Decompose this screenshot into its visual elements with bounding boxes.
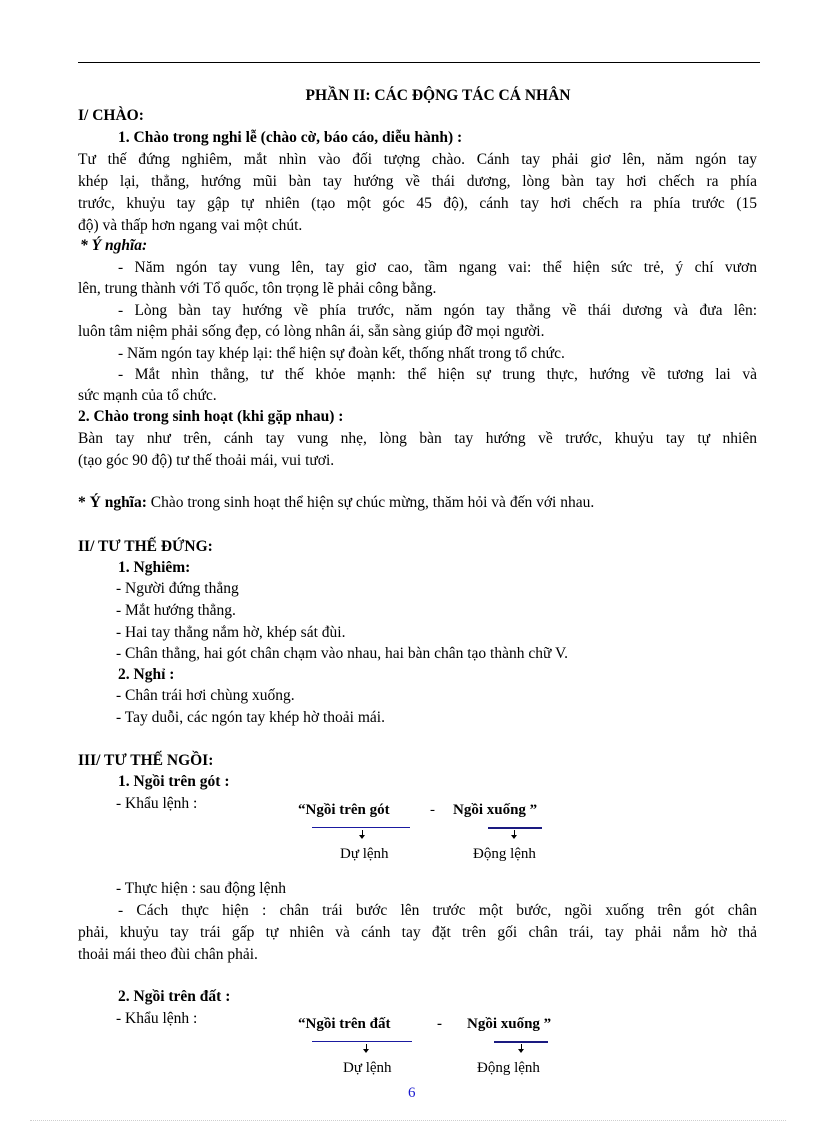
preparatory-caption: Dự lệnh: [340, 846, 389, 862]
page-title: PHẦN II: CÁC ĐỘNG TÁC CÁ NHÂN: [305, 87, 571, 104]
subheading-2-1: 1. Nghiêm:: [118, 559, 191, 576]
paragraph-line: thoải mái theo đùi chân phải.: [78, 946, 258, 963]
execution-caption: Động lệnh: [477, 1060, 540, 1076]
execution-note: - Thực hiện : sau động lệnh: [116, 880, 286, 897]
section-1-heading: I/ CHÀO:: [78, 107, 144, 124]
subheading-3-2: 2. Ngồi trên đất :: [118, 988, 231, 1005]
execution-underline: [488, 827, 542, 829]
paragraph-line: Bàn tay như trên, cánh tay vung nhẹ, lòng bàn tay hướng về trước, khuỷu tay tự nhiên: [78, 430, 757, 447]
paragraph-line: Tư thế đứng nghiêm, mắt nhìn vào đối tượng chào. Cánh tay phải giơ lên, năm ngón tay: [78, 151, 757, 168]
command-preparatory: “Ngồi trên gót: [298, 802, 390, 818]
command-label: - Khẩu lệnh :: [116, 795, 198, 812]
page-bottom-edge: [30, 1120, 786, 1121]
subheading-2-2: 2. Nghỉ :: [118, 666, 175, 683]
meaning-line: - Năm ngón tay khép lại: thể hiện sự đoàn kết, thống nhất trong tổ chức.: [118, 345, 565, 362]
meaning-2-label: * Ý nghĩa:: [78, 494, 147, 511]
meaning-2-line: [78, 493, 594, 512]
list-item: - Tay duỗi, các ngón tay khép hờ thoải mái.: [116, 709, 385, 726]
list-item: - Người đứng thẳng: [116, 580, 239, 597]
preparatory-caption: Dự lệnh: [343, 1060, 392, 1076]
meaning-line: luôn tâm niệm phải sống đẹp, có lòng nhân ái, sẵn sàng giúp đỡ mọi người.: [78, 323, 545, 340]
meaning-line: - Mắt nhìn thẳng, tư thế khỏe mạnh: thể hiện sự trung thực, hướng về tương lai và: [118, 366, 757, 383]
command-execution: Ngồi xuống ”: [453, 802, 538, 818]
paragraph-line: độ) và thấp hơn ngang vai một chút.: [78, 217, 303, 234]
header-rule: [78, 62, 760, 63]
section-3-heading: III/ TƯ THẾ NGỒI:: [78, 752, 214, 769]
command-preparatory: “Ngồi trên đất: [298, 1016, 391, 1032]
paragraph-line: khép lại, thẳng, hướng mũi bàn tay hướng về thái dương, lòng bàn tay hơi chếch ra phía: [78, 173, 757, 190]
command-dash: -: [437, 1016, 442, 1032]
paragraph-line: - Cách thực hiện : chân trái bước lên trước một bước, ngồi xuống trên gót chân: [118, 902, 757, 919]
command-execution: Ngồi xuống ”: [467, 1016, 552, 1032]
section-2-heading: II/ TƯ THẾ ĐỨNG:: [78, 538, 213, 555]
subheading-3-1: 1. Ngồi trên gót :: [118, 773, 230, 790]
list-item: - Hai tay thẳng nắm hờ, khép sát đùi.: [116, 624, 346, 641]
meaning-label: * Ý nghĩa:: [80, 237, 148, 254]
subheading-1-1: 1. Chào trong nghi lễ (chào cờ, báo cáo, diễu hành) :: [118, 129, 463, 146]
meaning-line: - Lòng bàn tay hướng về phía trước, năm ngón tay thẳng về thái dương và đưa lên:: [118, 302, 757, 319]
list-item: - Chân trái hơi chùng xuống.: [116, 687, 295, 704]
list-item: - Chân thẳng, hai gót chân chạm vào nhau, hai bàn chân tạo thành chữ V.: [116, 645, 569, 662]
meaning-line: sức mạnh của tổ chức.: [78, 387, 217, 404]
preparatory-underline: [312, 1041, 412, 1042]
meaning-line: lên, trung thành với Tổ quốc, tôn trọng lẽ phải công bằng.: [78, 280, 437, 297]
paragraph-line: phải, khuỷu tay trái gấp tự nhiên và cánh tay đặt trên gối chân trái, tay phải nắm hờ thả: [78, 924, 757, 941]
preparatory-underline: [312, 827, 410, 828]
paragraph-line: (tạo góc 90 độ) tư thế thoải mái, vui tươi.: [78, 452, 335, 469]
meaning-line: - Năm ngón tay vung lên, tay giơ cao, tầm ngang vai: thể hiện sức trẻ, ý chí vươn: [118, 259, 757, 276]
subheading-1-2: 2. Chào trong sinh hoạt (khi gặp nhau) :: [78, 408, 344, 425]
list-item: - Mắt hướng thẳng.: [116, 602, 236, 619]
execution-caption: Động lệnh: [473, 846, 536, 862]
paragraph-line: trước, khuỷu tay gập tự nhiên (tạo một góc 45 độ), cánh tay hơi chếch ra phía trước (15: [78, 195, 757, 212]
execution-underline: [494, 1041, 548, 1043]
meaning-2-text: Chào trong sinh hoạt thể hiện sự chúc mừng, thăm hỏi và đến với nhau.: [146, 494, 595, 511]
command-dash: -: [430, 802, 435, 818]
page-number: 6: [408, 1085, 416, 1101]
command-label: - Khẩu lệnh :: [116, 1010, 198, 1027]
